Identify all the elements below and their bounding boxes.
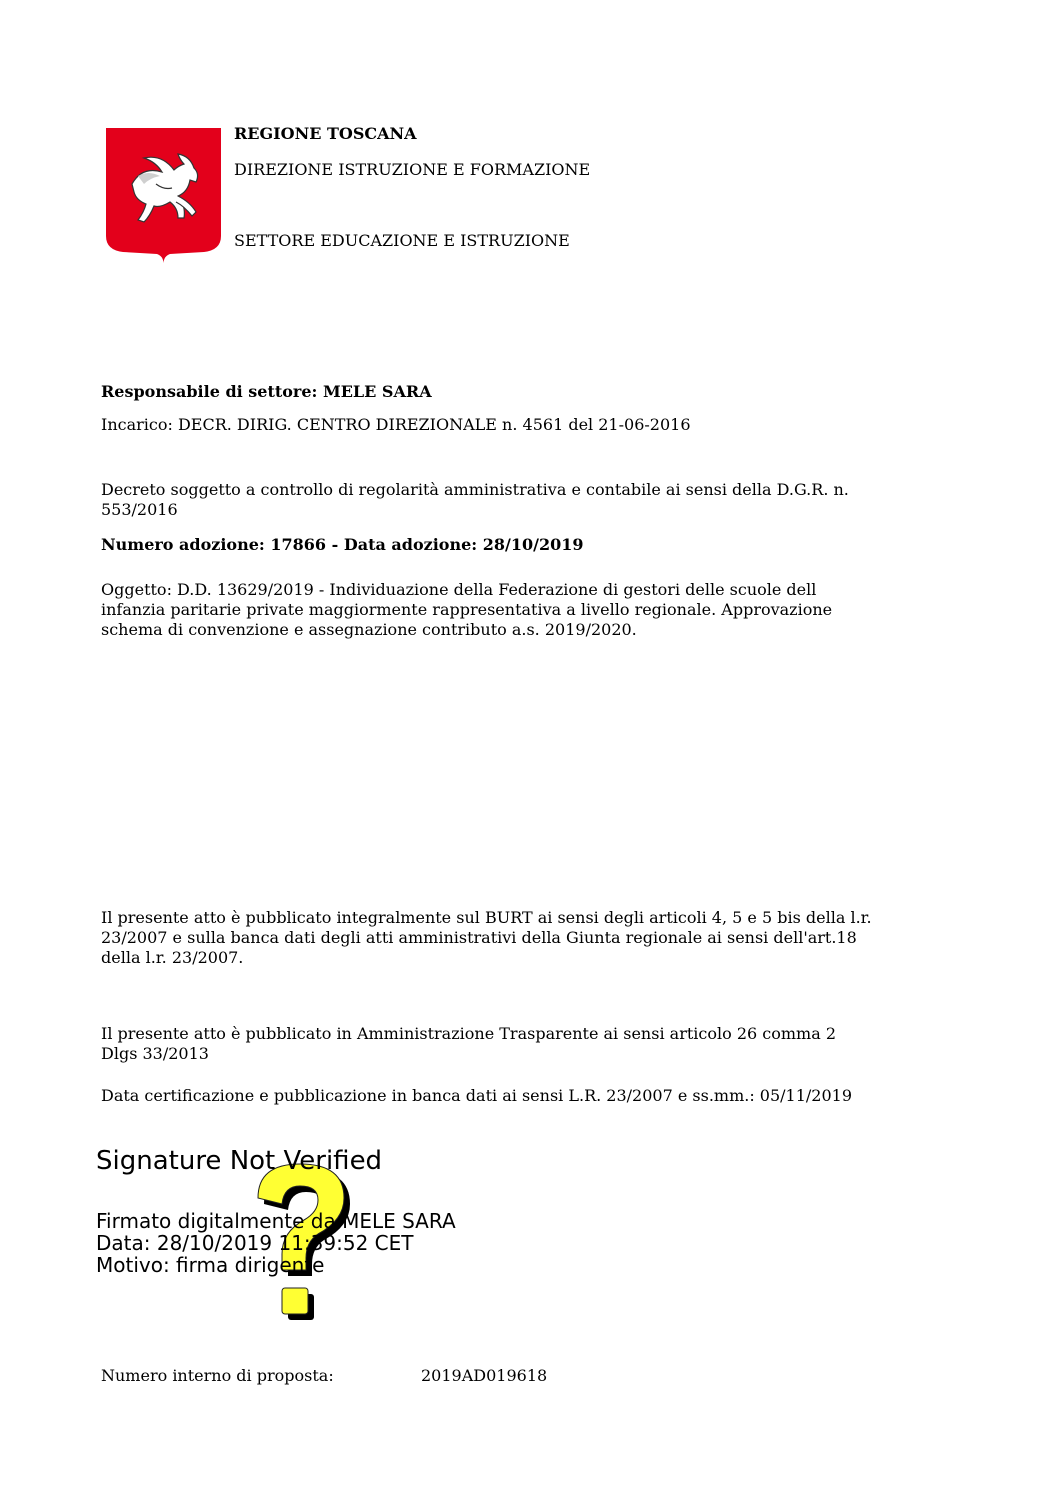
oggetto-line: Oggetto: D.D. 13629/2019 - Individuazione della Federazione di gestori delle scuole dell <box>101 580 817 599</box>
sector-title: SETTORE EDUCAZIONE E ISTRUZIONE <box>234 231 570 250</box>
proposta-label: Numero interno di proposta: <box>101 1366 334 1385</box>
trasparente-line: Il presente atto è pubblicato in Amministrazione Trasparente ai sensi articolo 26 comma 2 <box>101 1024 836 1043</box>
direction-title: DIREZIONE ISTRUZIONE E FORMAZIONE <box>234 160 591 179</box>
signature-date: Data: 28/10/2019 11:39:52 CET <box>96 1231 414 1255</box>
signature-signed-by: Firmato digitalmente da MELE SARA <box>96 1209 456 1233</box>
signature-reason: Motivo: firma dirigente <box>96 1253 325 1277</box>
burt-paragraph <box>101 908 961 968</box>
oggetto-paragraph <box>101 580 961 640</box>
burt-line: 23/2007 e sulla banca dati degli atti amministrativi della Giunta regionale ai sensi dell'art.18 <box>101 928 857 947</box>
adozione-label: Numero adozione: 17866 - Data adozione: 28/10/2019 <box>101 535 584 554</box>
responsabile-label: Responsabile di settore: MELE SARA <box>101 382 432 401</box>
controllo-line: Decreto soggetto a controllo di regolarità amministrativa e contabile ai sensi della D.G.R. n. <box>101 480 849 499</box>
oggetto-line: schema di convenzione e assegnazione contributo a.s. 2019/2020. <box>101 620 637 639</box>
trasparente-line: Dlgs 33/2013 <box>101 1044 209 1063</box>
oggetto-line: infanzia paritarie private maggiormente rappresentativa a livello regionale. Approvazione <box>101 600 833 619</box>
signature-status: Signature Not Verified <box>96 1146 383 1176</box>
controllo-line: 553/2016 <box>101 500 178 519</box>
burt-line: Il presente atto è pubblicato integralmente sul BURT ai sensi degli articoli 4, 5 e 5 bis della l.r. <box>101 908 872 927</box>
certificazione-text: Data certificazione e pubblicazione in banca dati ai sensi L.R. 23/2007 e ss.mm.: 05/11/2019 <box>101 1086 853 1105</box>
region-title: REGIONE TOSCANA <box>234 124 417 143</box>
regione-toscana-pegasus-icon <box>104 126 223 263</box>
incarico-text: Incarico: DECR. DIRIG. CENTRO DIREZIONALE n. 4561 del 21-06-2016 <box>101 415 691 434</box>
proposta-value: 2019AD019618 <box>421 1366 548 1385</box>
burt-line: della l.r. 23/2007. <box>101 948 244 967</box>
trasparente-paragraph <box>101 1024 961 1064</box>
controllo-paragraph <box>101 480 961 520</box>
